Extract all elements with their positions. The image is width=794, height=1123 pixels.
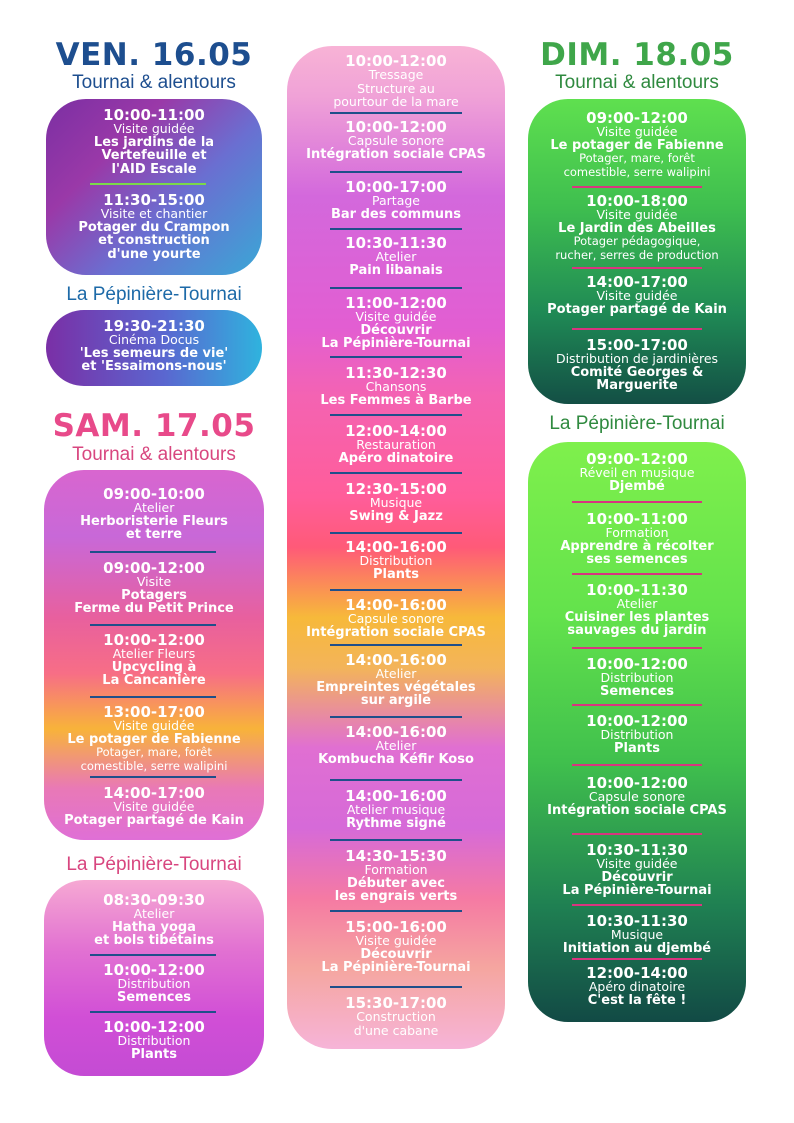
event-line: Débuter avec	[347, 875, 445, 891]
event-time: 10:30-11:30	[586, 841, 688, 859]
event-line: Apéro dinatoire	[338, 450, 454, 466]
event-item	[287, 296, 505, 351]
event-line: Pain libanais	[349, 262, 443, 278]
event-line: Capsule sonore	[347, 133, 445, 148]
event-time: 10:30-11:30	[345, 234, 447, 252]
event-line: Chansons	[365, 379, 427, 394]
saturday-title: SAM. 17.05	[52, 408, 256, 444]
event-line: Musique	[369, 495, 423, 510]
event-item	[287, 366, 505, 407]
event-separator	[90, 776, 216, 778]
event-line: Djembé	[609, 478, 665, 494]
event-line: Capsule sonore	[588, 789, 686, 804]
event-line: Rythme signé	[346, 815, 446, 831]
event-line: Ferme du Petit Prince	[74, 601, 234, 616]
event-line: Formation	[364, 862, 428, 877]
event-time: 14:00-16:00	[345, 538, 447, 556]
event-time: 15:00-17:00	[586, 336, 688, 354]
friday-pepiniere-card	[46, 310, 262, 386]
event-line: La Cancanière	[102, 673, 206, 688]
event-time: 10:00-12:00	[586, 655, 688, 673]
event-item	[528, 776, 746, 817]
event-line: Distribution	[117, 976, 191, 991]
event-line: Apprendre à récolter	[560, 538, 714, 554]
event-line: Partage	[372, 193, 420, 208]
event-item	[528, 843, 746, 898]
event-line: d'une cabane	[353, 1022, 439, 1038]
event-line: Visite guidée	[596, 124, 678, 139]
event-line: Potager partagé de Kain	[547, 301, 727, 317]
event-line: rucher, serres de production	[555, 247, 719, 262]
friday-location-pepiniere: La Pépinière-Tournai	[66, 284, 242, 305]
event-separator	[572, 501, 702, 503]
event-line: Les Femmes à Barbe	[320, 392, 472, 408]
event-item	[44, 561, 264, 616]
event-time: 10:00-11:00	[103, 106, 205, 124]
event-item	[528, 275, 746, 316]
event-line: Visite guidée	[596, 856, 678, 871]
event-item	[287, 236, 505, 277]
event-line: Atelier	[375, 738, 417, 753]
event-line: Visite guidée	[113, 718, 195, 733]
event-line: Apéro dinatoire	[588, 979, 686, 994]
event-item	[528, 452, 746, 493]
event-line: Visite guidée	[355, 309, 437, 324]
event-line: Distribution	[117, 1033, 191, 1048]
event-time: 10:00-12:00	[345, 52, 447, 70]
event-line: Visite guidée	[113, 799, 195, 814]
event-line: sauvages du jardin	[567, 623, 707, 638]
event-separator	[330, 986, 462, 988]
event-time: 10:00-17:00	[345, 178, 447, 196]
event-line: Potager partagé de Kain	[64, 812, 244, 828]
event-line: Plants	[614, 740, 660, 756]
event-separator	[330, 910, 462, 912]
sunday-location-tournai: Tournai & alentours	[555, 72, 719, 93]
event-line: Cuisiner les plantes	[564, 609, 710, 625]
event-separator	[572, 573, 702, 575]
event-item	[528, 966, 746, 1007]
event-separator	[90, 954, 216, 956]
event-line: La Pépinière-Tournai	[321, 336, 471, 351]
event-line: Bar des communs	[331, 206, 461, 222]
event-time: 14:00-16:00	[345, 723, 447, 741]
event-time: 10:00-12:00	[103, 631, 205, 649]
event-line: La Pépinière-Tournai	[562, 883, 712, 898]
event-line: Visite	[136, 574, 172, 589]
sunday-location-pepiniere: La Pépinière-Tournai	[549, 413, 725, 434]
event-separator	[90, 696, 216, 698]
event-line: Atelier	[133, 500, 175, 515]
event-line: Distribution de jardinières	[555, 351, 719, 366]
event-line: Découvrir	[601, 869, 673, 885]
event-time: 14:00-16:00	[345, 651, 447, 669]
event-line: Cinéma Docus	[108, 332, 200, 347]
event-line: Plants	[131, 1046, 177, 1062]
event-line: Distribution	[359, 553, 433, 568]
event-item	[528, 657, 746, 698]
saturday-pepiniere-main-card	[287, 46, 505, 1049]
event-line: comestible, serre walipini	[563, 164, 711, 179]
event-item	[528, 338, 746, 393]
event-item	[287, 540, 505, 581]
event-line: Potager pédagogique,	[573, 234, 701, 248]
event-item	[287, 789, 505, 830]
event-time: 14:00-16:00	[345, 787, 447, 805]
event-time: 10:00-12:00	[103, 961, 205, 979]
event-item	[528, 512, 746, 567]
event-item	[528, 714, 746, 755]
event-separator	[90, 624, 216, 626]
event-line: Le potager de Fabienne	[550, 137, 724, 153]
event-separator	[330, 414, 462, 416]
event-item	[287, 120, 505, 161]
event-time: 11:30-12:30	[345, 364, 447, 382]
event-separator	[572, 267, 702, 269]
saturday-location-pepiniere: La Pépinière-Tournai	[66, 854, 242, 875]
event-line: Le potager de Fabienne	[67, 731, 241, 747]
event-time: 14:00-17:00	[586, 273, 688, 291]
event-time: 14:30-15:30	[345, 847, 447, 865]
friday-events-card	[46, 99, 262, 275]
event-item	[287, 482, 505, 523]
event-separator	[330, 589, 462, 591]
event-time: 12:30-15:00	[345, 480, 447, 498]
event-time: 15:30-17:00	[345, 994, 447, 1012]
event-line: Visite et chantier	[100, 206, 208, 221]
event-line: Kombucha Kéfir Koso	[318, 751, 474, 767]
event-time: 12:00-14:00	[586, 964, 688, 982]
event-separator	[330, 532, 462, 534]
friday-location-tournai: Tournai & alentours	[72, 72, 236, 93]
event-separator	[572, 833, 702, 835]
event-line: 'Les semeurs de vie'	[79, 345, 229, 361]
event-separator	[330, 839, 462, 841]
event-item	[44, 633, 264, 688]
event-time: 15:00-16:00	[345, 918, 447, 936]
event-item	[44, 705, 264, 773]
event-line: Visite guidée	[113, 121, 195, 136]
event-line: Formation	[605, 525, 669, 540]
event-separator	[330, 171, 462, 173]
event-line: Swing & Jazz	[349, 508, 443, 524]
event-separator	[572, 647, 702, 649]
event-line: Atelier	[616, 596, 658, 611]
event-line: Marguerite	[596, 378, 678, 393]
event-item	[44, 1020, 264, 1061]
event-line: d'une yourte	[107, 246, 201, 262]
event-line: Plants	[373, 566, 419, 582]
event-item	[287, 849, 505, 904]
event-line: C'est la fête !	[587, 992, 687, 1008]
event-time: 10:00-18:00	[586, 192, 688, 210]
event-line: Visite guidée	[596, 288, 678, 303]
event-item	[287, 996, 505, 1037]
event-time: 09:00-10:00	[103, 485, 205, 503]
event-separator	[90, 1011, 216, 1013]
event-time: 08:30-09:30	[103, 891, 205, 909]
event-time: 10:00-12:00	[586, 774, 688, 792]
event-line: Potagers	[121, 587, 187, 603]
event-line: Potager, mare, forêt	[96, 745, 212, 759]
event-line: Le Jardin des Abeilles	[558, 220, 716, 236]
event-line: Distribution	[600, 670, 674, 685]
event-item	[528, 111, 746, 179]
event-line: Capsule sonore	[347, 611, 445, 626]
event-time: 10:00-11:30	[586, 581, 688, 599]
event-line: Empreintes végétales	[316, 679, 476, 695]
event-item	[44, 893, 264, 948]
event-line: Les jardins de la	[93, 134, 215, 150]
event-line: Découvrir	[360, 322, 432, 338]
event-line: Upcycling à	[111, 659, 197, 675]
event-line: Herboristerie Fleurs	[80, 513, 228, 529]
event-time: 11:30-15:00	[103, 191, 205, 209]
event-item	[44, 487, 264, 542]
event-item	[287, 653, 505, 708]
event-time: 14:00-16:00	[345, 596, 447, 614]
event-line: Potager, mare, forêt	[579, 151, 695, 165]
event-separator	[90, 183, 206, 185]
event-item	[44, 786, 264, 827]
event-separator	[572, 904, 702, 906]
event-line: et construction	[98, 233, 210, 248]
event-line: et terre	[125, 527, 183, 542]
event-time: 12:00-14:00	[345, 422, 447, 440]
event-line: Atelier musique	[346, 802, 446, 817]
saturday-pepiniere-card	[44, 880, 264, 1076]
event-line: Atelier	[133, 906, 175, 921]
event-separator	[572, 704, 702, 706]
event-item	[287, 54, 505, 109]
event-line: Atelier Fleurs	[112, 646, 196, 661]
event-time: 09:00-12:00	[586, 450, 688, 468]
event-line: Initiation au djembé	[562, 940, 712, 956]
event-separator	[572, 186, 702, 188]
event-line: Atelier	[375, 249, 417, 264]
event-separator	[330, 287, 462, 289]
event-line: et bols tibétains	[94, 933, 214, 948]
event-line: Intégration sociale CPAS	[547, 802, 727, 818]
event-item	[287, 598, 505, 639]
event-line: Réveil en musique	[579, 465, 695, 480]
event-line: Structure au	[357, 80, 435, 96]
event-time: 10:00-12:00	[103, 1018, 205, 1036]
sunday-events-card	[528, 99, 746, 404]
event-item	[46, 108, 262, 176]
event-separator	[572, 764, 702, 766]
event-time: 13:00-17:00	[103, 703, 205, 721]
event-line: Tressage	[368, 67, 424, 82]
event-separator	[330, 644, 462, 646]
event-line: Visite guidée	[596, 207, 678, 222]
event-line: Visite guidée	[355, 933, 437, 948]
event-separator	[330, 112, 462, 114]
event-time: 19:30-21:30	[103, 317, 205, 335]
event-line: Comité Georges &	[570, 364, 704, 380]
event-line: Vertefeuille et	[101, 148, 207, 163]
event-item	[528, 194, 746, 262]
event-line: sur argile	[360, 693, 432, 708]
event-line: pourtour de la mare	[333, 94, 459, 109]
event-item	[44, 963, 264, 1004]
sunday-title: DIM. 18.05	[540, 37, 734, 73]
event-time: 09:00-12:00	[103, 559, 205, 577]
event-item	[287, 424, 505, 465]
event-line: comestible, serre walipini	[80, 758, 228, 773]
event-time: 10:30-11:30	[586, 912, 688, 930]
event-line: et 'Essaimons-nous'	[81, 359, 227, 374]
event-item	[528, 583, 746, 638]
event-time: 09:00-12:00	[586, 109, 688, 127]
event-time: 14:00-17:00	[103, 784, 205, 802]
event-separator	[330, 716, 462, 718]
event-item	[287, 920, 505, 975]
event-item	[46, 193, 262, 261]
event-line: Restauration	[356, 437, 436, 452]
event-line: Intégration sociale CPAS	[306, 624, 486, 640]
saturday-events-card	[44, 470, 264, 840]
event-separator	[572, 958, 702, 960]
event-item	[46, 319, 262, 374]
saturday-location-tournai: Tournai & alentours	[72, 444, 236, 465]
event-separator	[330, 356, 462, 358]
event-line: La Pépinière-Tournai	[321, 960, 471, 975]
event-line: Intégration sociale CPAS	[306, 146, 486, 162]
event-item	[287, 180, 505, 221]
event-line: Semences	[599, 683, 675, 699]
event-line: Semences	[116, 989, 192, 1005]
event-separator	[330, 228, 462, 230]
event-line: Potager du Crampon	[78, 219, 230, 235]
friday-title: VEN. 16.05	[55, 37, 253, 73]
event-line: Atelier	[375, 666, 417, 681]
event-line: Distribution	[600, 727, 674, 742]
event-line: Musique	[610, 927, 664, 942]
event-line: les engrais verts	[334, 889, 458, 904]
event-time: 10:00-12:00	[586, 712, 688, 730]
event-separator	[572, 328, 702, 330]
event-time: 10:00-11:00	[586, 510, 688, 528]
event-separator	[90, 551, 216, 553]
event-item	[287, 725, 505, 766]
event-line: Découvrir	[360, 946, 432, 962]
event-line: Construction	[356, 1009, 436, 1024]
event-time: 10:00-12:00	[345, 118, 447, 136]
event-separator	[330, 779, 462, 781]
event-line: ses semences	[586, 552, 688, 567]
event-separator	[330, 472, 462, 474]
event-item	[528, 914, 746, 955]
event-time: 11:00-12:00	[345, 294, 447, 312]
event-line: l'AID Escale	[111, 161, 197, 177]
event-line: Hatha yoga	[112, 919, 196, 935]
sunday-pepiniere-card	[528, 442, 746, 1022]
